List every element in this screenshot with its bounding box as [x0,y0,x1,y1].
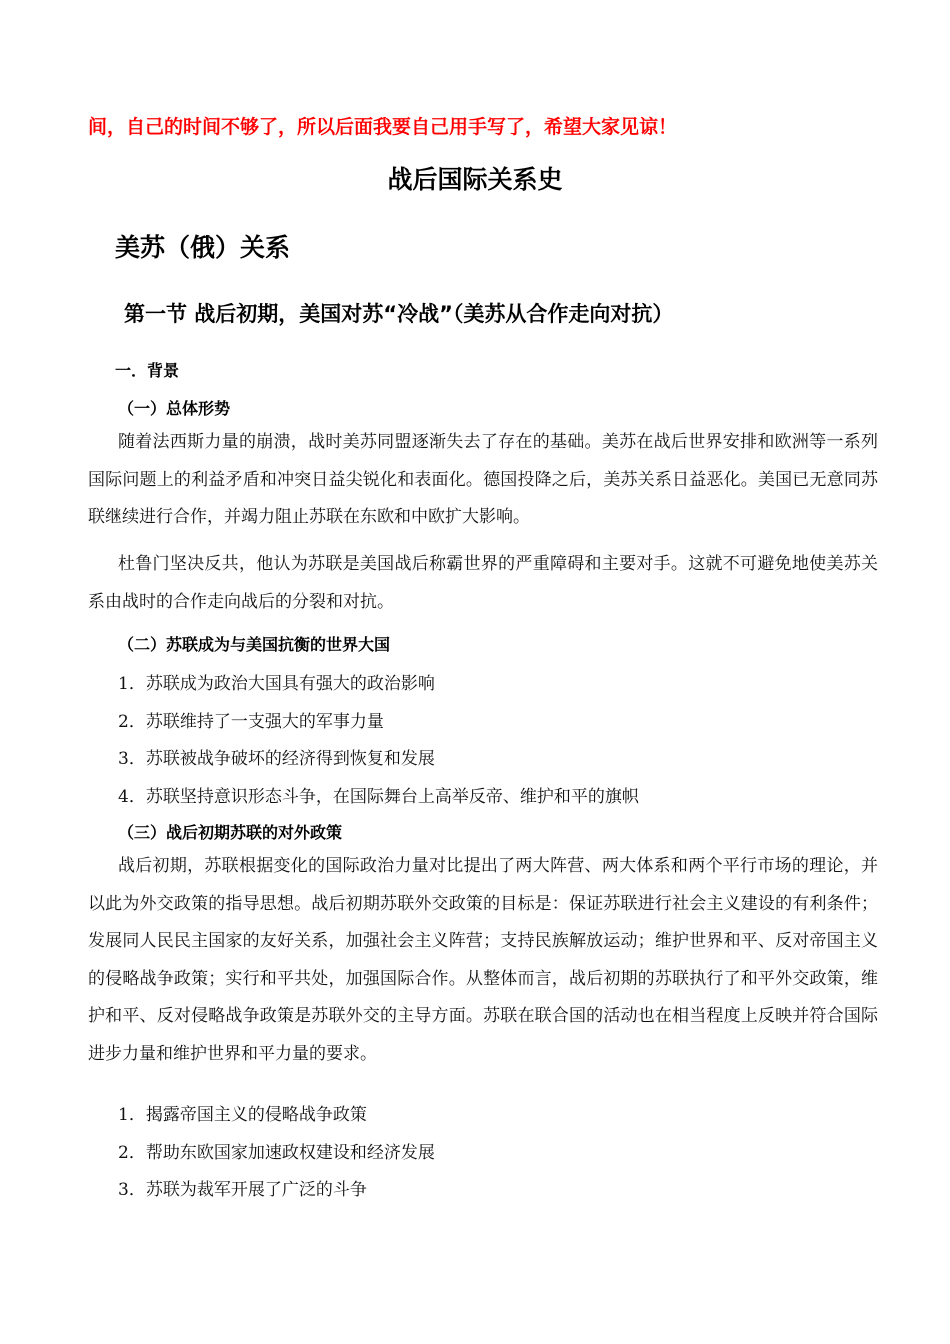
list-item: 2．苏联维持了一支强大的军事力量 [118,712,384,732]
paragraph-overall-1: 随着法西斯力量的崩溃，战时美苏同盟逐渐失去了存在的基础。美苏在战后世界安排和欧洲等一系列国际问题上的利益矛盾和冲突日益尖锐化和表面化。德国投降之后，美苏关系日益恶化。美国已无意同苏联继续进行合作，并竭力阻止苏联在东欧和中欧扩大影响。 [88,432,878,527]
list-item: 3．苏联被战争破坏的经济得到恢复和发展 [118,749,435,769]
heading-soviet-power: （二）苏联成为与美国抗衡的世界大国 [118,635,391,654]
list-item: 2．帮助东欧国家加速政权建设和经济发展 [118,1143,435,1163]
heading-background: 一．背景 [115,361,180,380]
paragraph-overall-2: 杜鲁门坚决反共，他认为苏联是美国战后称霸世界的严重障碍和主要对手。这就不可避免地使美苏关系由战时的合作走向战后的分裂和对抗。 [88,554,878,612]
paragraph-foreign-policy: 战后初期，苏联根据变化的国际政治力量对比提出了两大阵营、两大体系和两个平行市场的理论，并以此为外交政策的指导思想。战后初期苏联外交政策的目标是：保证苏联进行社会主义建设的有利条件；发展同人民民主国家的友好关系，加强社会主义阵营；支持民族解放运动；维护世界和平、反对帝国主义的侵略战争政策；实行和平共处，加强国际合作。从整体而言，战后初期的苏联执行了和平外交政策，维护和平、反对侵略战争政策是苏联外交的主导方面。苏联在联合国的活动也在相当程度上反映并符合国际进步力量和维护世界和平力量的要求。 [88,856,878,1064]
list-item: 3．苏联为裁军开展了广泛的斗争 [118,1180,367,1200]
section-title: 第一节 战后初期，美国对苏“冷战”（美苏从合作走向对抗） [124,302,674,326]
chapter-title: 美苏（俄）关系 [115,233,291,262]
list-item: 1．揭露帝国主义的侵略战争政策 [118,1105,367,1125]
list-item: 1．苏联成为政治大国具有强大的政治影响 [118,674,435,694]
red-notice: 间，自己的时间不够了，所以后面我要自己用手写了，希望大家见谅！ [88,116,678,138]
document-title: 战后国际关系史 [387,165,563,194]
heading-overall-situation: （一）总体形势 [118,399,231,418]
heading-foreign-policy: （三）战后初期苏联的对外政策 [118,823,343,842]
list-item: 4．苏联坚持意识形态斗争，在国际舞台上高举反帝、维护和平的旗帜 [118,787,639,807]
